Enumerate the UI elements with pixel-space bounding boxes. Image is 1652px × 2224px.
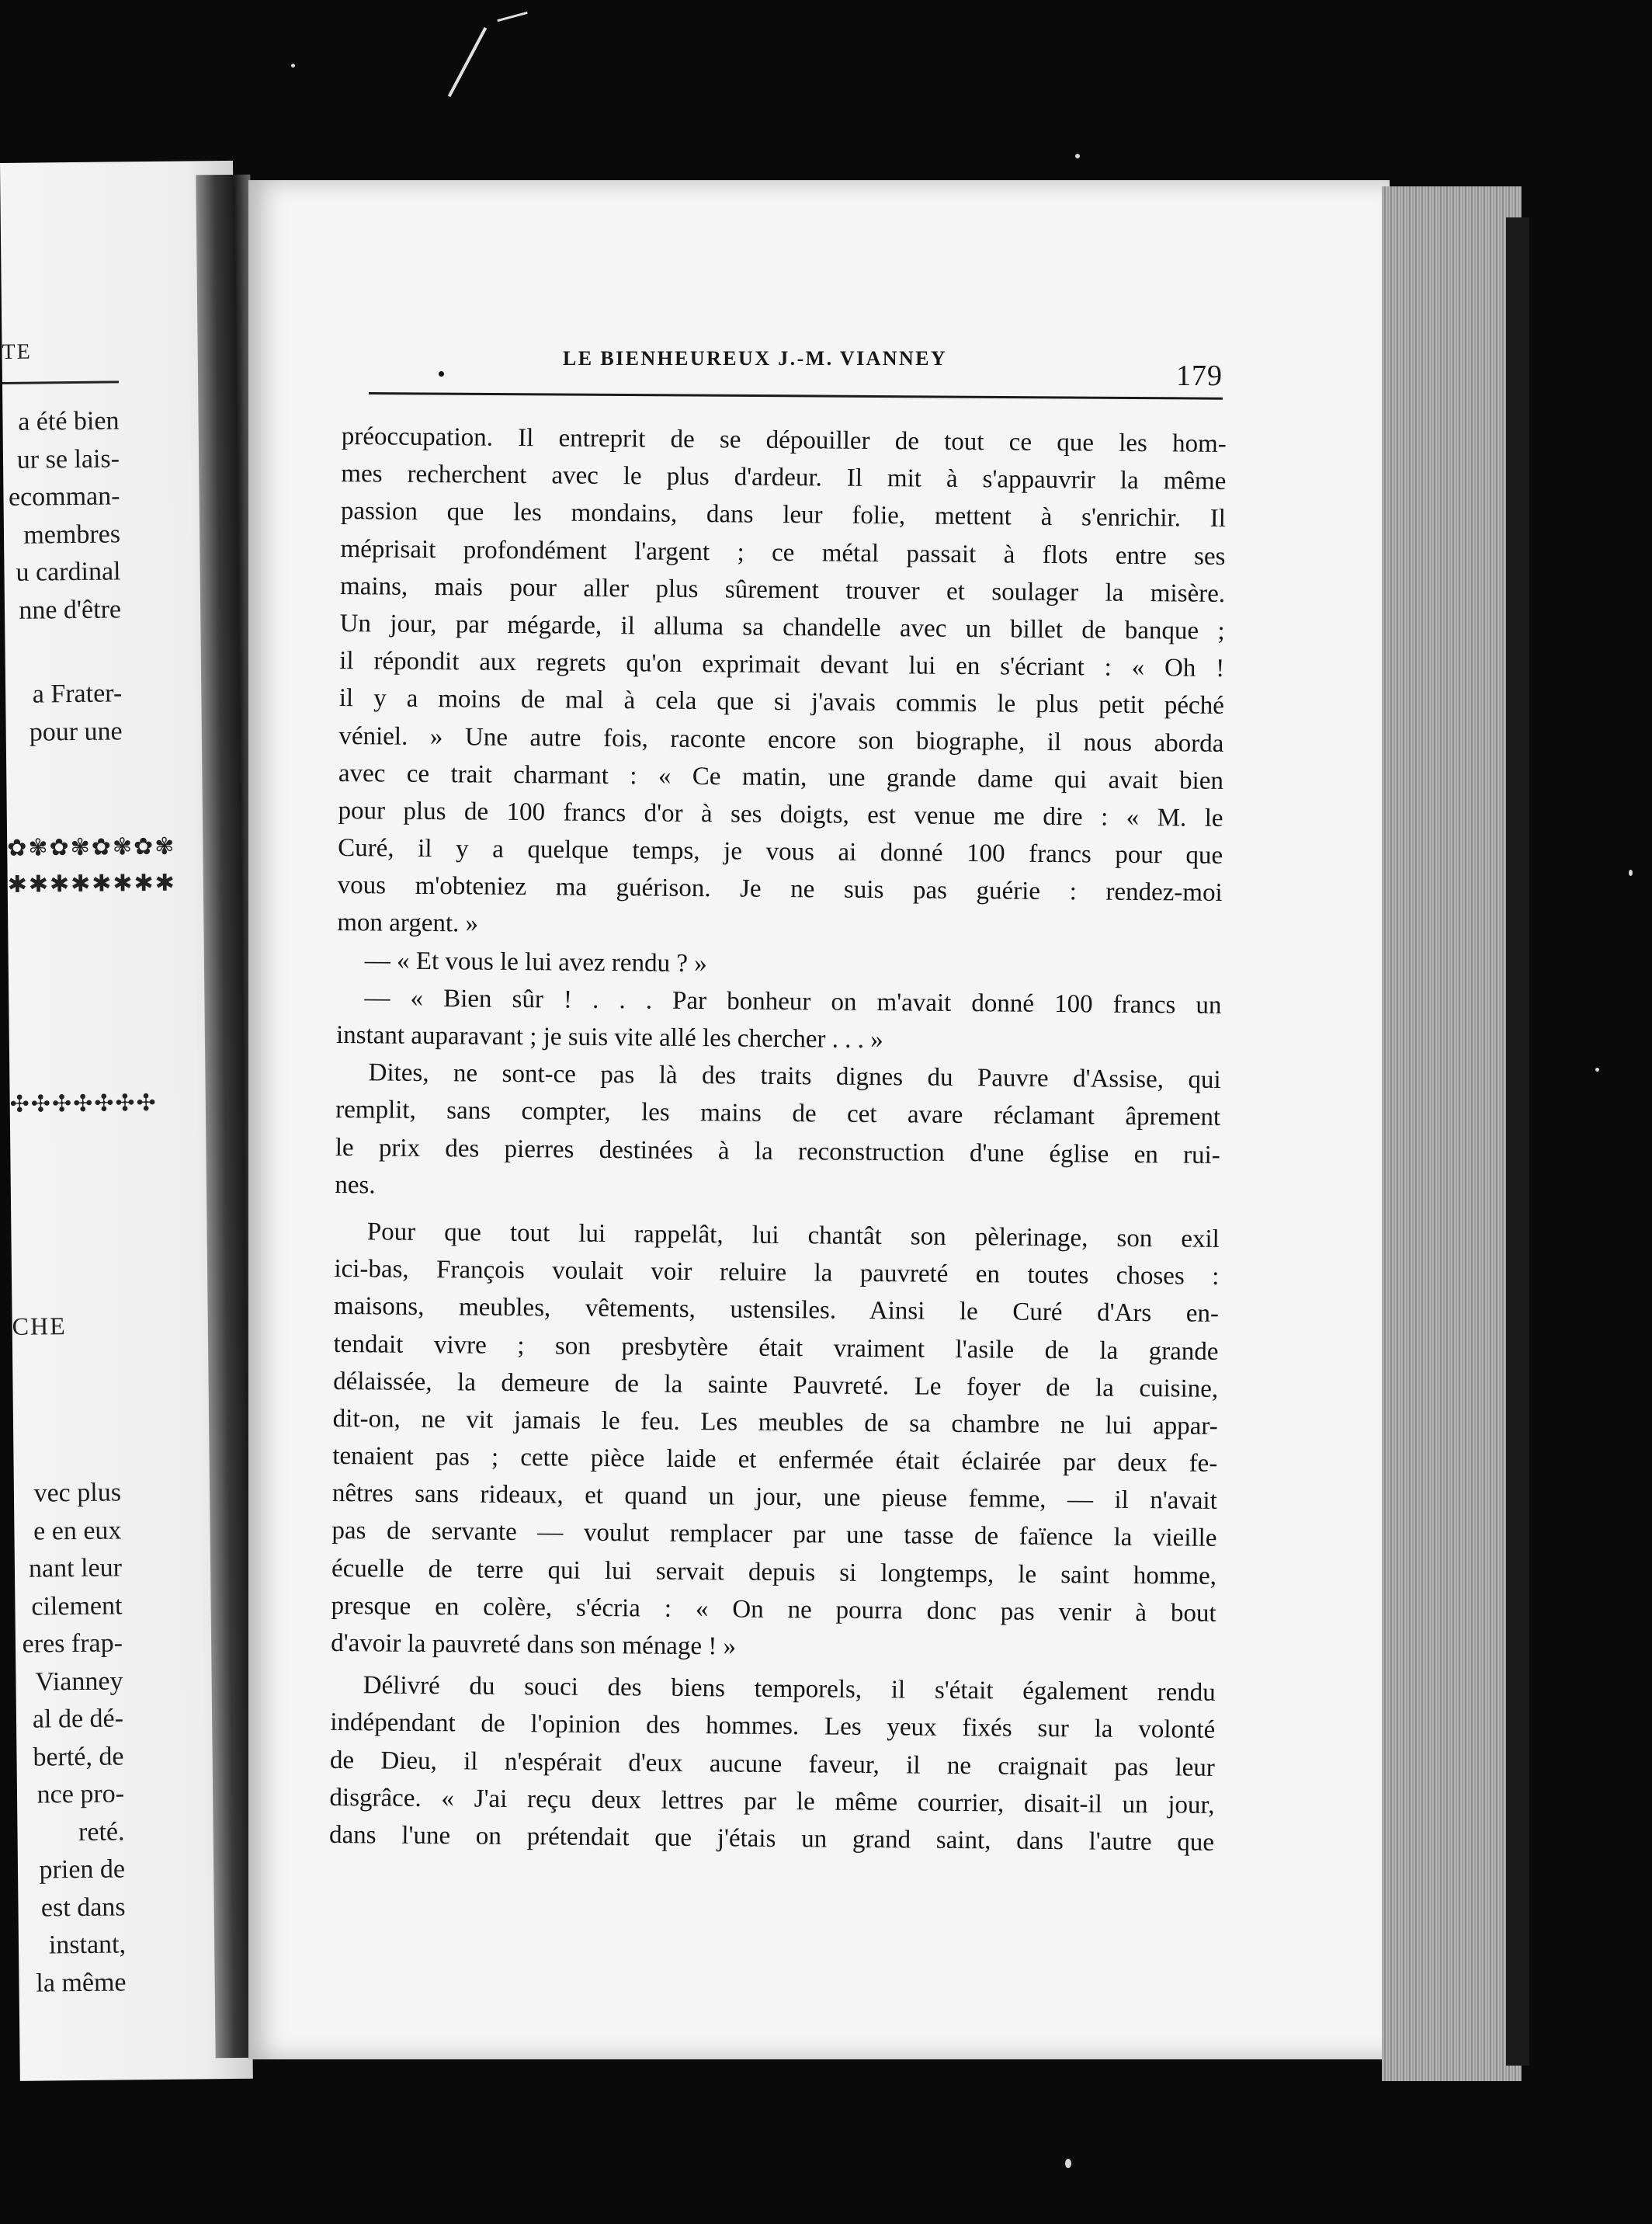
ink-speck <box>439 371 444 377</box>
text-line: Curé, il y a quelque temps, je vous ai donné 100 francs pour que <box>338 834 1223 870</box>
left-text-block-1 <box>2 402 123 752</box>
left-line: a Frater- <box>32 679 123 709</box>
left-line: a été bien <box>18 406 120 436</box>
left-line: est dans <box>40 1892 126 1923</box>
text-line: maisons, meubles, vêtements, ustensiles. Ainsi le Curé d'Ars en- <box>333 1292 1220 1329</box>
dust-speck <box>1065 2159 1071 2168</box>
text-line: préoccupation. Il entreprit de se dépouiller de tout ce que les hom- <box>341 422 1227 458</box>
left-line: ur se lais- <box>16 443 120 474</box>
text-line: vous m'obteniez ma guérison. Je ne suis pas guérie : rendez-moi <box>337 871 1223 908</box>
text-line: remplit, sans compter, les mains de cet avare réclamant âprement <box>335 1096 1221 1132</box>
text-line: nêtres sans rideaux, et quand un jour, une pieuse femme, — il n'avait <box>331 1479 1218 1516</box>
body-text <box>329 418 1227 1861</box>
text-line: véniel. » Une autre fois, raconte encore son biographe, il nous aborda <box>338 721 1224 758</box>
left-line: la même <box>36 1967 127 1998</box>
left-line: Vianney <box>35 1666 123 1697</box>
left-line: vec plus <box>33 1478 122 1508</box>
text-line: mains, mais pour aller plus sûrement trouver et soulager la misère. <box>339 572 1226 608</box>
left-line: nne d'être <box>19 594 122 625</box>
left-line: berté, de <box>33 1741 124 1772</box>
text-line: dans l'une on prétendait que j'étais un grand saint, dans l'autre que <box>328 1820 1215 1857</box>
text-line: nes. <box>335 1170 376 1200</box>
text-line: tenaient pas ; cette pièce laide et enfermée était éclairée par deux fe- <box>332 1442 1218 1478</box>
left-header-rule <box>2 381 119 384</box>
dust-speck <box>291 64 295 68</box>
left-running-head: TE <box>2 339 32 364</box>
left-line: pour une <box>29 716 123 747</box>
text-line: il y a moins de mal à cela que si j'avais commis le plus petit péché <box>338 684 1224 721</box>
text-line: indépendant de l'opinion des hommes. Les yeux fixés sur la volonté <box>330 1708 1216 1745</box>
paragraph-first-line: Pour que tout lui rappelât, lui chantât son pèlerinage, son exil <box>366 1218 1220 1253</box>
text-line: mon argent. » <box>337 909 479 938</box>
left-line: membres <box>23 519 121 550</box>
left-line: nant leur <box>28 1553 123 1583</box>
page-number: 179 <box>1176 360 1223 392</box>
left-line: u cardinal <box>16 557 121 587</box>
page-edges <box>1382 186 1522 2081</box>
ornament-band: ✿✾✿✾✿✾✿✾ <box>7 833 176 861</box>
dialogue-line: — « Bien sûr ! . . . Par bonheur on m'avait donné 100 francs un <box>364 984 1222 1020</box>
left-line: reté. <box>78 1816 125 1847</box>
text-line: avec ce trait charmant : « Ce matin, une grande dame qui avait bien <box>338 759 1224 795</box>
dust-speck <box>1075 154 1080 158</box>
text-line: écuelle de terre qui lui servait depuis si longtemps, le saint homme, <box>331 1554 1217 1590</box>
text-line: passion que les mondains, dans leur folie, mettent à s'enrichir. Il <box>340 497 1227 533</box>
left-line: nce pro- <box>36 1779 125 1809</box>
text-line: méprisait profondément l'argent ; ce métal passait à flots entre ses <box>340 534 1226 571</box>
ornament-band: ✣✣✣✣✣✣✣ <box>9 1089 158 1117</box>
dust-speck <box>1629 870 1633 876</box>
left-line: cilement <box>31 1590 123 1621</box>
text-line: d'avoir la pauvreté dans son ménage ! » <box>331 1628 737 1661</box>
text-line: ici-bas, François voulait voir reluire la pauvreté en toutes choses : <box>334 1255 1220 1291</box>
text-line: il répondit aux regrets qu'on exprimait devant lui en s'écriant : « Oh ! <box>339 647 1225 683</box>
left-line: e en eux <box>33 1515 122 1546</box>
text-line: pour plus de 100 francs d'or à ses doigts, est venue me dire : « M. le <box>338 796 1223 832</box>
dust-speck <box>1595 1068 1599 1072</box>
left-line: instant, <box>48 1930 127 1960</box>
text-line: le prix des pierres destinées à la reconstruction d'une église en rui- <box>335 1133 1220 1169</box>
text-line: presque en colère, s'écria : « On ne pourra donc pas venir à bout <box>331 1591 1216 1628</box>
ornament-band: ✱✱✱✱✱✱✱✱ <box>7 870 176 898</box>
text-line: Un jour, par mégarde, il alluma sa chandelle avec un billet de banque ; <box>339 609 1225 645</box>
running-head: LE BIENHEUREUX J.-M. VIANNEY <box>563 347 948 370</box>
paragraph-first-line: Dites, ne sont-ce pas là des traits dignes du Pauvre d'Assise, qui <box>368 1058 1221 1095</box>
left-line-blank <box>5 628 122 676</box>
left-line: prien de <box>39 1854 126 1885</box>
text-line: de Dieu, il n'espérait d'eux aucune faveur, il ne craignait pas leur <box>329 1746 1216 1782</box>
paragraph-first-line: Délivré du souci des biens temporels, il s'était également rendu <box>363 1671 1216 1708</box>
left-text-block-2 <box>14 1474 127 2002</box>
dialogue-line: — « Et vous le lui avez rendu ? » <box>364 946 707 978</box>
left-line: eres frap- <box>22 1628 123 1659</box>
left-line: al de dé- <box>32 1704 124 1734</box>
left-subheading: CHE <box>12 1312 67 1340</box>
text-line: mes recherchent avec le plus d'ardeur. Il mit à s'appauvrir la même <box>341 460 1227 496</box>
text-line: disgrâce. « J'ai reçu deux lettres par le même courrier, disait-il un jour, <box>329 1783 1215 1819</box>
book-cover-edge <box>1506 217 1529 2066</box>
text-line: instant auparavant ; je suis vite allé les chercher . . . » <box>335 1020 883 1055</box>
text-line: tendait vivre ; son presbytère était vraiment l'asile de la grande <box>333 1329 1219 1366</box>
text-line: dit-on, ne vit jamais le feu. Les meubles de sa chambre ne lui appar- <box>332 1404 1218 1440</box>
left-line: ecomman- <box>8 481 120 512</box>
text-line: pas de servante — voulut remplacer par une tasse de faïence la vieille <box>331 1517 1217 1553</box>
text-line: délaissée, la demeure de la sainte Pauvreté. Le foyer de la cuisine, <box>333 1367 1219 1403</box>
